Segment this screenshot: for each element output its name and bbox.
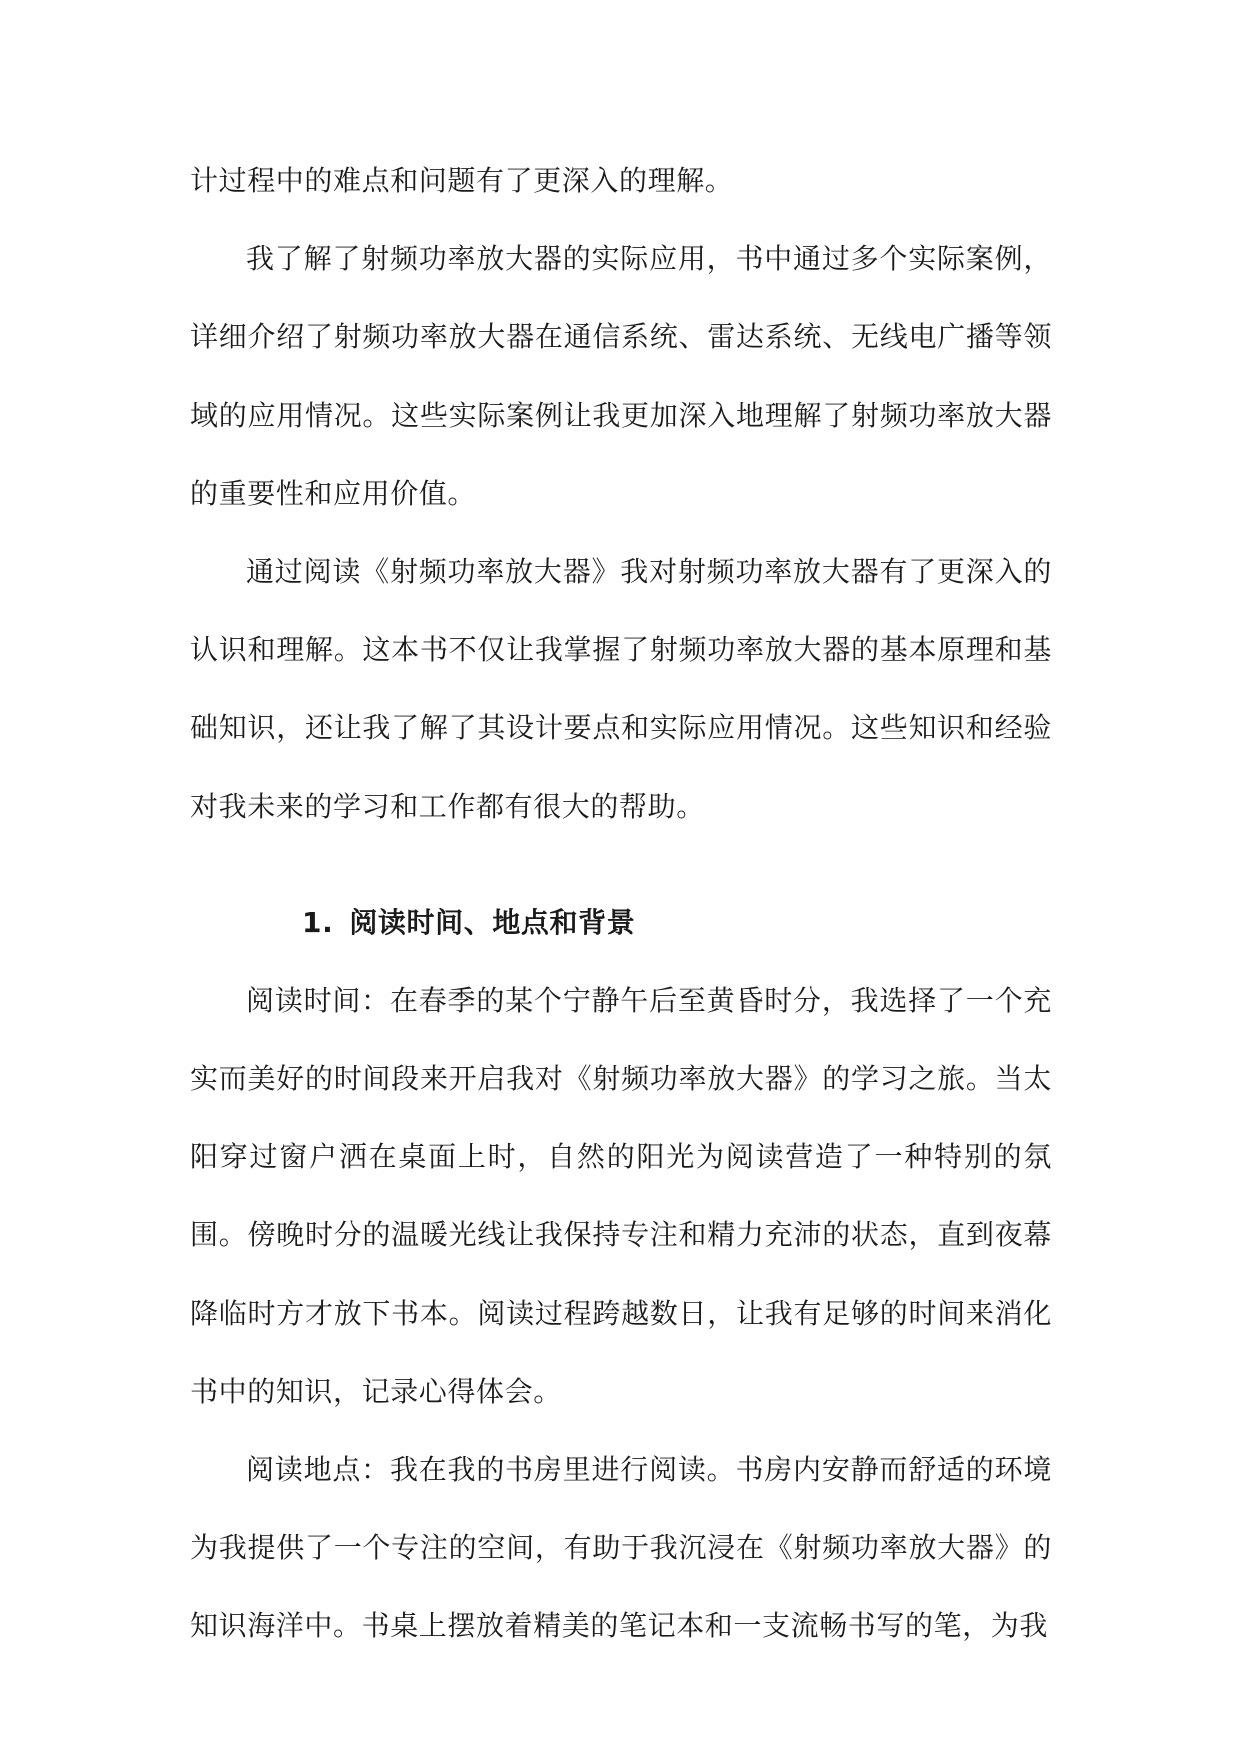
section-heading-title: 阅读时间、地点和背景	[349, 905, 636, 939]
paragraph-reading-time: 阅读时间：在春季的某个宁静午后至黄昏时分，我选择了一个充实而美好的时间段来开启我对《射频功率放大器》的学习之旅。当太阳穿过窗户洒在桌面上时，自然的阳光为阅读营造了一种特别的氛围。傍晚时分的温暖光线让我保持专注和精力充沛的状态，直到夜幕降临时方才放下书本。阅读过程跨越数日，让我有足够的时间来消化书中的知识，记录心得体会。	[190, 983, 1052, 1408]
paragraph-summary: 通过阅读《射频功率放大器》我对射频功率放大器有了更深入的认识和理解。这本书不仅让我掌握了射频功率放大器的基本原理和基础知识，还让我了解了其设计要点和实际应用情况。这些知识和经验对我未来的学习和工作都有很大的帮助。	[190, 555, 1052, 823]
document-body	[190, 142, 1052, 1666]
section-heading	[190, 884, 1052, 962]
section-heading-number: 1.	[302, 905, 334, 939]
paragraph-practical-applications: 我了解了射频功率放大器的实际应用，书中通过多个实际案例，详细介绍了射频功率放大器在通信系统、雷达系统、无线电广播等领域的应用情况。这些实际案例让我更加深入地理解了射频功率放大器的重要性和应用价值。	[190, 242, 1052, 510]
paragraph-continuation: 计过程中的难点和问题有了更深入的理解。	[190, 164, 734, 197]
paragraph-reading-place: 阅读地点：我在我的书房里进行阅读。书房内安静而舒适的环境为我提供了一个专注的空间，有助于我沉浸在《射频功率放大器》的知识海洋中。书桌上摆放着精美的笔记本和一支流畅书写的笔，为我	[190, 1453, 1052, 1643]
